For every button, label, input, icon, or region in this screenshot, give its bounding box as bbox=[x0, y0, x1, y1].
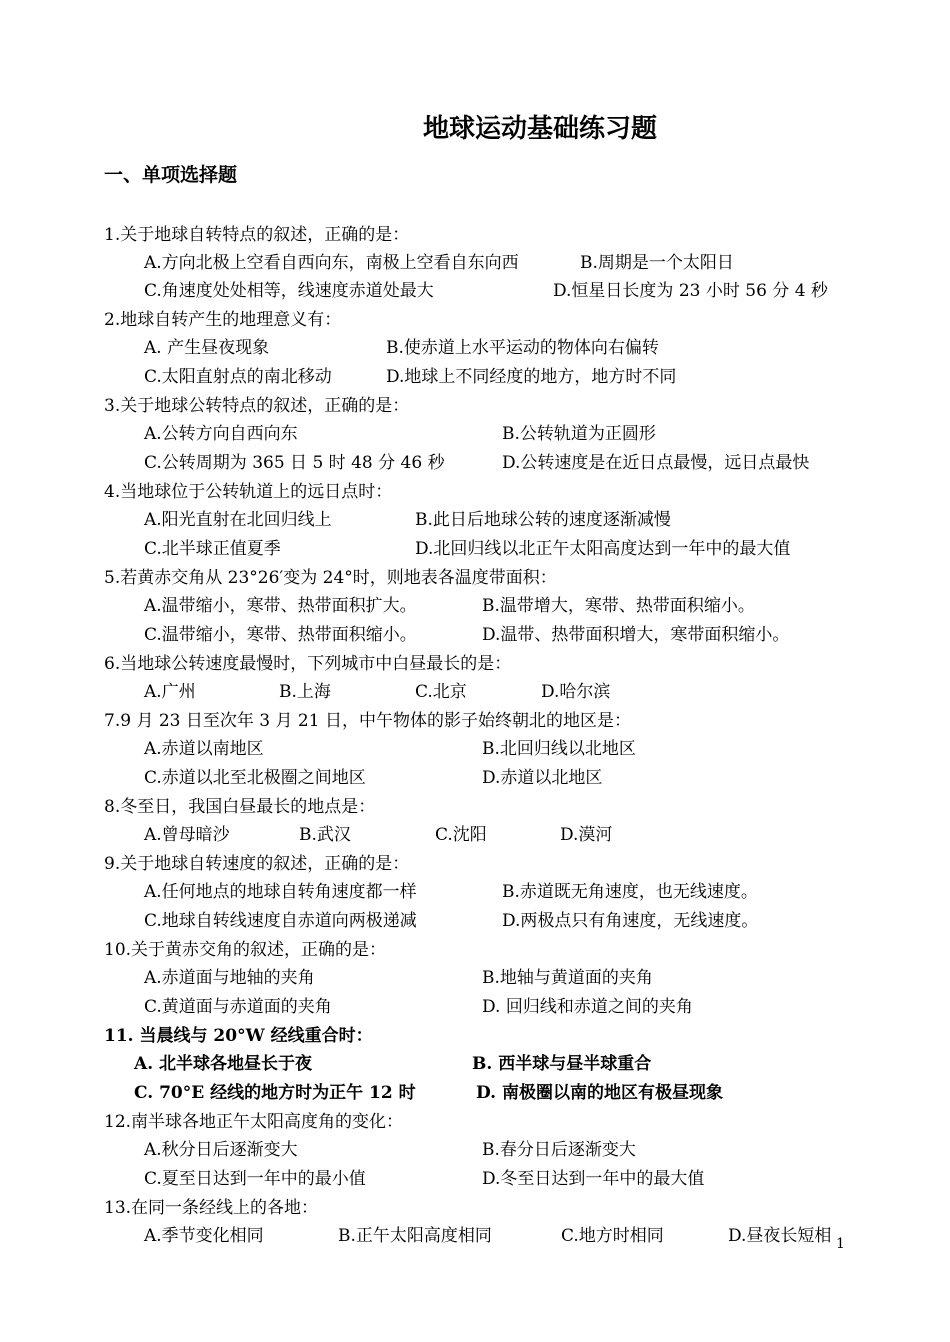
question-3-option-d: D.公转速度是在近日点最慢，远日点最快 bbox=[502, 453, 810, 473]
question-2-option-c: C.太阳直射点的南北移动 bbox=[144, 367, 332, 387]
question-1-option-b: B.周期是一个太阳日 bbox=[580, 253, 734, 273]
question-4-stem: 4.当地球位于公转轨道上的远日点时： bbox=[104, 482, 393, 502]
question-5-option-a: A.温带缩小，寒带、热带面积扩大。 bbox=[144, 596, 417, 616]
question-13-option-a: A.季节变化相同 bbox=[144, 1226, 264, 1246]
question-11-option-d: D. 南极圈以南的地区有极昼现象 bbox=[476, 1083, 723, 1103]
question-13-stem: 13.在同一条经线上的各地： bbox=[104, 1198, 319, 1218]
question-8-option-c: C.沈阳 bbox=[435, 825, 487, 845]
question-7-option-d: D.赤道以北地区 bbox=[482, 768, 603, 788]
question-7-option-b: B.北回归线以北地区 bbox=[482, 739, 636, 759]
question-6-option-b: B.上海 bbox=[279, 682, 331, 702]
question-10-option-b: B.地轴与黄道面的夹角 bbox=[482, 968, 653, 988]
question-7-option-c: C.赤道以北至北极圈之间地区 bbox=[144, 768, 366, 788]
question-6-option-c: C.北京 bbox=[415, 682, 467, 702]
question-6-stem: 6.当地球公转速度最慢时，下列城市中白昼最长的是： bbox=[104, 654, 512, 674]
question-12-option-c: C.夏至日达到一年中的最小值 bbox=[144, 1169, 366, 1189]
question-7-stem: 7.9 月 23 日至次年 3 月 21 日，中午物体的影子始终朝北的地区是： bbox=[104, 711, 631, 731]
question-1-option-a: A.方向北极上空看自西向东，南极上空看自东向西 bbox=[144, 253, 519, 273]
question-1-option-d: D.恒星日长度为 23 小时 56 分 4 秒 bbox=[553, 281, 828, 301]
question-12-stem: 12.南半球各地正午太阳高度角的变化： bbox=[104, 1112, 404, 1132]
question-10-option-d: D. 回归线和赤道之间的夹角 bbox=[482, 997, 693, 1017]
question-2-option-d: D.地球上不同经度的地方，地方时不同 bbox=[386, 367, 677, 387]
question-12-option-d: D.冬至日达到一年中的最大值 bbox=[482, 1169, 705, 1189]
question-5-option-b: B.温带增大，寒带、热带面积缩小。 bbox=[482, 596, 755, 616]
question-7-option-a: A.赤道以南地区 bbox=[144, 739, 264, 759]
question-3-option-b: B.公转轨道为正圆形 bbox=[502, 424, 656, 444]
question-8-option-d: D.漠河 bbox=[560, 825, 613, 845]
question-11-option-a: A. 北半球各地昼长于夜 bbox=[134, 1054, 313, 1074]
question-9-option-a: A.任何地点的地球自转角速度都一样 bbox=[144, 882, 417, 902]
question-10-stem: 10.关于黄赤交角的叙述，正确的是： bbox=[104, 940, 387, 960]
question-1-option-c: C.角速度处处相等，线速度赤道处最大 bbox=[144, 281, 434, 301]
question-6-option-a: A.广州 bbox=[144, 682, 196, 702]
question-10-option-a: A.赤道面与地轴的夹角 bbox=[144, 968, 315, 988]
question-10-option-c: C.黄道面与赤道面的夹角 bbox=[144, 997, 332, 1017]
question-9-option-b: B.赤道既无角速度，也无线速度。 bbox=[502, 882, 758, 902]
question-2-option-a: A. 产生昼夜现象 bbox=[144, 338, 270, 358]
question-9-option-d: D.两极点只有角速度，无线速度。 bbox=[502, 911, 759, 931]
question-8-stem: 8.冬至日，我国白昼最长的地点是： bbox=[104, 797, 376, 817]
question-12-option-b: B.春分日后逐渐变大 bbox=[482, 1140, 636, 1160]
question-3-option-c: C.公转周期为 365 日 5 时 48 分 46 秒 bbox=[144, 453, 445, 473]
question-11-option-b: B. 西半球与昼半球重合 bbox=[472, 1054, 652, 1074]
question-8-option-a: A.曾母暗沙 bbox=[144, 825, 230, 845]
question-11-option-c: C. 70°E 经线的地方时为正午 12 时 bbox=[134, 1083, 416, 1103]
question-1-stem: 1.关于地球自转特点的叙述，正确的是： bbox=[104, 225, 410, 245]
question-13-option-b: B.正午太阳高度相同 bbox=[338, 1226, 492, 1246]
question-5-option-c: C.温带缩小，寒带、热带面积缩小。 bbox=[144, 625, 417, 645]
question-11-stem: 11. 当晨线与 20°W 经线重合时： bbox=[104, 1026, 373, 1046]
question-6-option-d: D.哈尔滨 bbox=[541, 682, 611, 702]
question-4-option-d: D.北回归线以北正午太阳高度达到一年中的最大值 bbox=[415, 539, 791, 559]
question-4-option-b: B.此日后地球公转的速度逐渐减慢 bbox=[415, 510, 671, 530]
question-4-option-a: A.阳光直射在北回归线上 bbox=[144, 510, 332, 530]
question-2-stem: 2.地球自转产生的地理意义有： bbox=[104, 310, 342, 330]
page-title: 地球运动基础练习题 bbox=[422, 114, 657, 144]
question-2-option-b: B.使赤道上水平运动的物体向右偏转 bbox=[386, 338, 659, 358]
question-9-stem: 9.关于地球自转速度的叙述，正确的是： bbox=[104, 854, 410, 874]
question-12-option-a: A.秋分日后逐渐变大 bbox=[144, 1140, 298, 1160]
question-4-option-c: C.北半球正值夏季 bbox=[144, 539, 281, 559]
question-5-option-d: D.温带、热带面积增大，寒带面积缩小。 bbox=[482, 625, 790, 645]
page-number: 1 bbox=[836, 1236, 845, 1252]
question-5-stem: 5.若黄赤交角从 23°26′变为 24°时，则地表各温度带面积： bbox=[104, 568, 557, 588]
question-13-option-c: C.地方时相同 bbox=[561, 1226, 664, 1246]
question-8-option-b: B.武汉 bbox=[299, 825, 351, 845]
section-heading: 一、单项选择题 bbox=[104, 164, 238, 186]
question-9-option-c: C.地球自转线速度自赤道向两极递减 bbox=[144, 911, 417, 931]
question-3-option-a: A.公转方向自西向东 bbox=[144, 424, 298, 444]
question-3-stem: 3.关于地球公转特点的叙述，正确的是： bbox=[104, 396, 410, 416]
question-13-option-d: D.昼夜长短相 bbox=[728, 1226, 832, 1246]
